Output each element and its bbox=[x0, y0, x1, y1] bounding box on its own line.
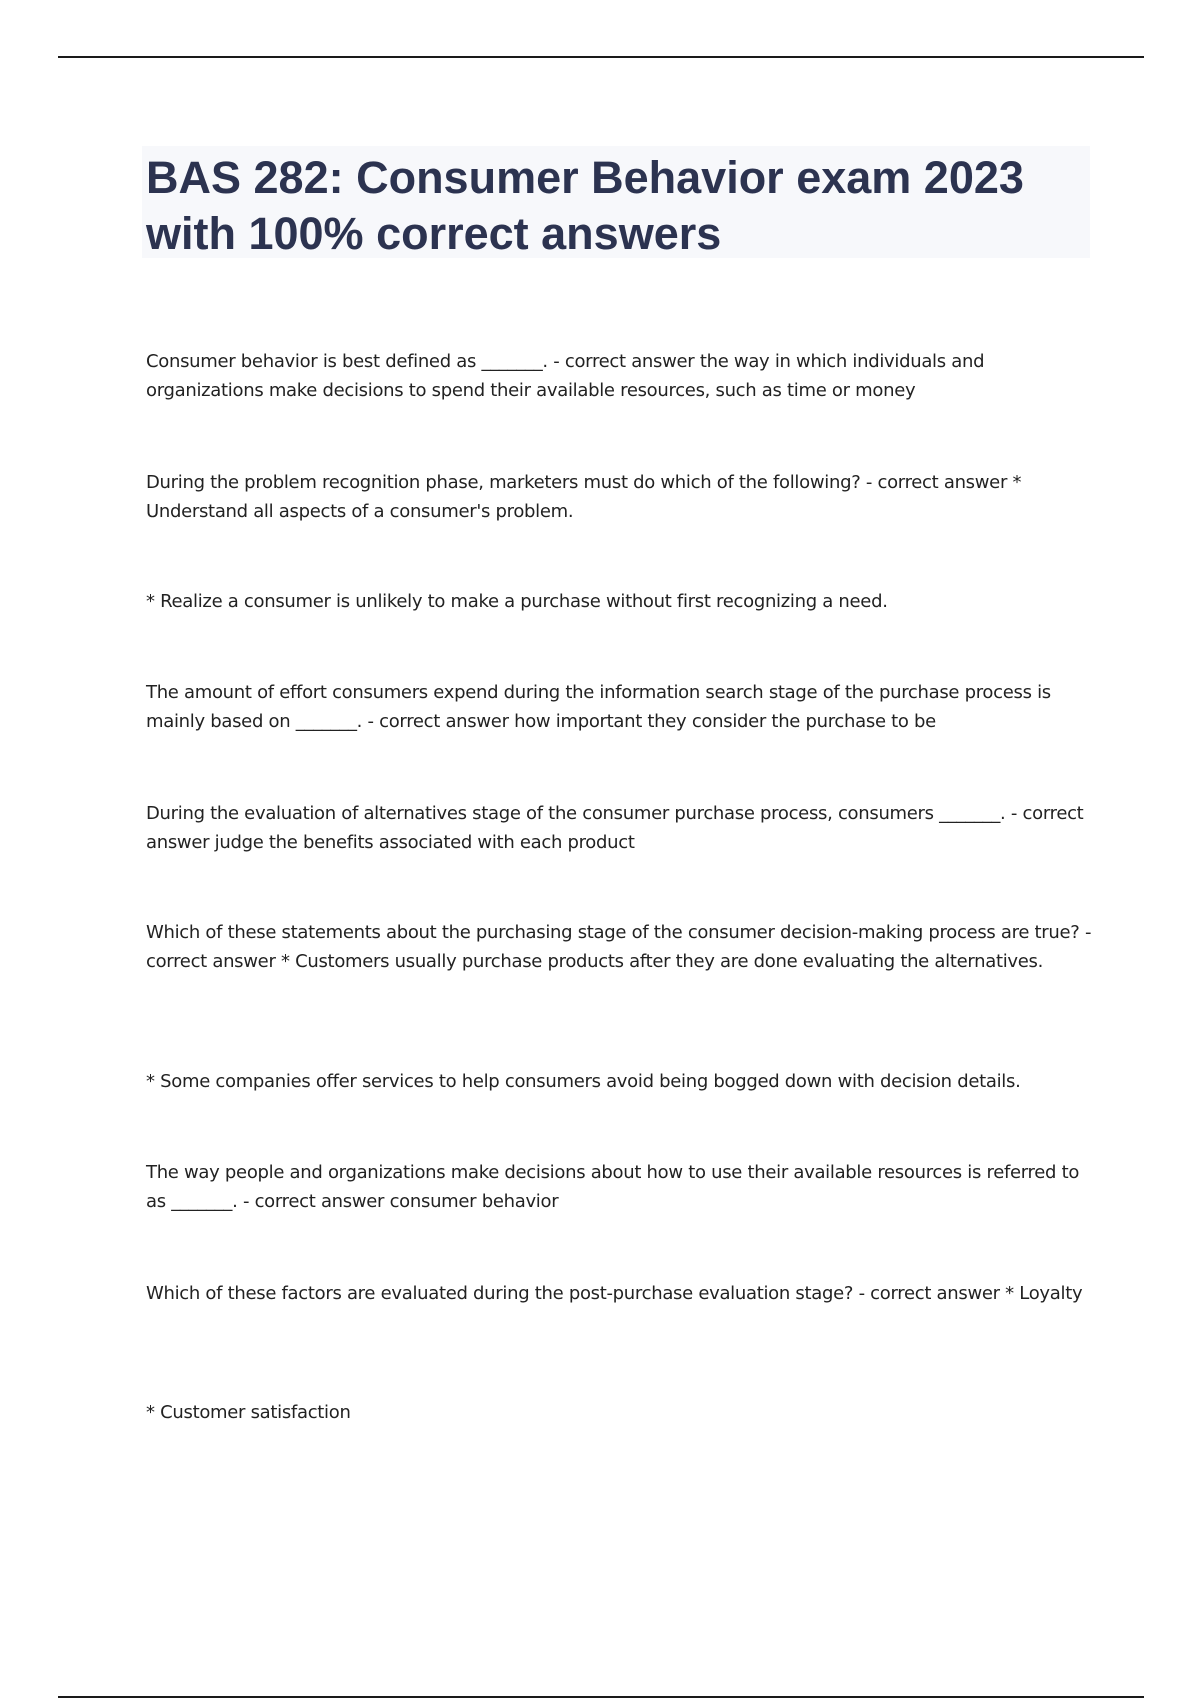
document-title: BAS 282: Consumer Behavior exam 2023 with 100% correct answers bbox=[146, 152, 1024, 259]
bottom-rule bbox=[58, 1696, 1144, 1698]
paragraph-6: Which of these statements about the purchasing stage of the consumer decision-making process are true? - correct answer * Customers usually purchase products after they are done evaluating the alternatives. bbox=[146, 922, 1092, 972]
top-rule bbox=[58, 56, 1144, 58]
paragraph-3: * Realize a consumer is unlikely to make a purchase without first recognizing a need. bbox=[146, 591, 888, 612]
paragraph-9: Which of these factors are evaluated during the post-purchase evaluation stage? - correct answer * Loyalty bbox=[146, 1283, 1083, 1304]
paragraph-1: Consumer behavior is best defined as _______. - correct answer the way in which individuals and organizations make decisions to spend their available resources, such as time or money bbox=[146, 351, 985, 401]
paragraph-4: The amount of effort consumers expend during the information search stage of the purchase process is mainly based on _______. - correct answer how important they consider the purchase to be bbox=[146, 682, 1051, 732]
title-banner bbox=[142, 146, 1090, 258]
paragraph-5: During the evaluation of alternatives stage of the consumer purchase process, consumers _______. - correct answer judge the benefits associated with each product bbox=[146, 803, 1084, 853]
paragraph-8: The way people and organizations make decisions about how to use their available resources is referred to as _______. - correct answer consumer behavior bbox=[146, 1162, 1080, 1212]
paragraph-2: During the problem recognition phase, marketers must do which of the following? - correct answer * Understand all aspects of a consumer's problem. bbox=[146, 472, 1022, 522]
paragraph-10: * Customer satisfaction bbox=[146, 1402, 351, 1423]
paragraph-7: * Some companies offer services to help consumers avoid being bogged down with decision details. bbox=[146, 1071, 1021, 1092]
